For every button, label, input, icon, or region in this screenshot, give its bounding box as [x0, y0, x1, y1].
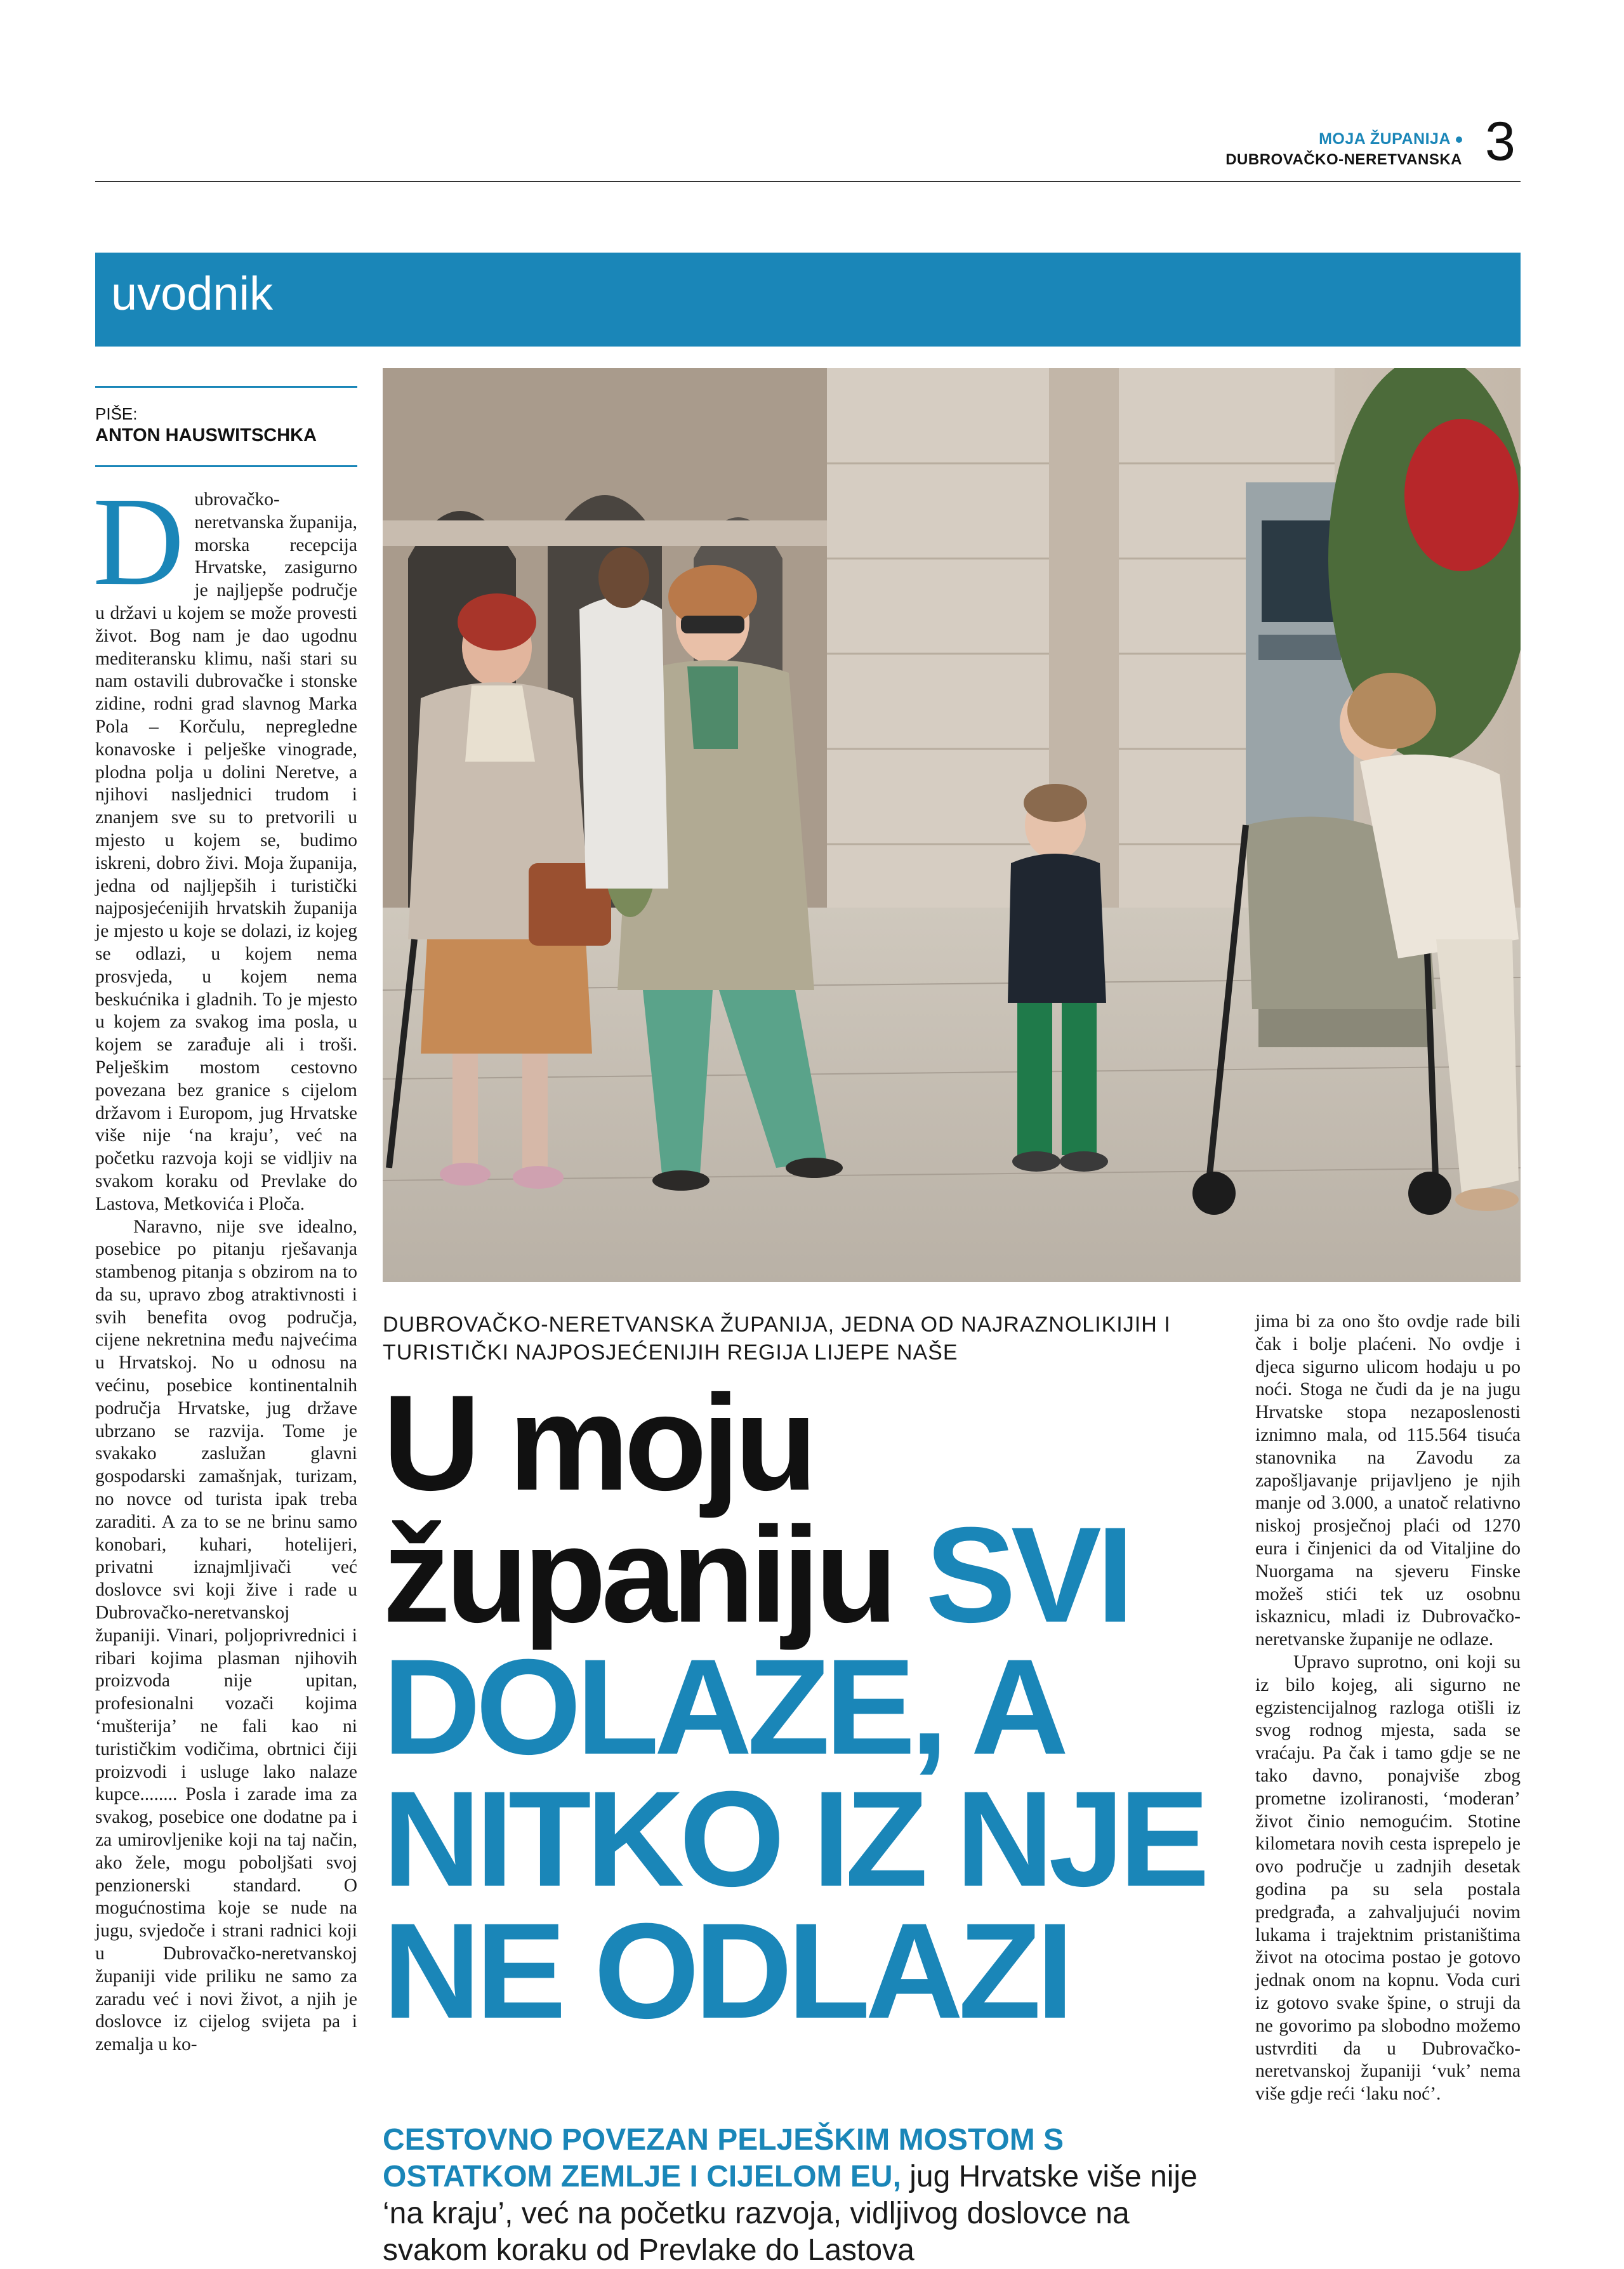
- left-column: [93, 472, 357, 2056]
- deck-lead: CESTOVNO POVEZAN PELJEŠKIM MOSTOM S OSTATKOM ZEMLJE I CIJELOM EU,: [383, 2123, 1064, 2193]
- headline-black: U moju županiju: [383, 1367, 893, 1651]
- deck-text: jug Hrvatske više nije ‘na kraju’, već na početku razvoja, vidljivog doslovce na svakom koraku od Prevlake do Lastova: [383, 2160, 1198, 2267]
- section-name: MOJA ŽUPANIJA: [1319, 130, 1462, 149]
- body-paragraph: jima bi za ono što ovdje rade bili čak i bolje plaćeni. No ovdje i djeca sigurno ulicom hodaju u po noći. Stoga ne čudi da je na jugu Hrvatske stopa nezaposlenosti iznimno mala, od 115.564 tisuća stanovnika na Zavodu za zapošljavanje prijavljeno je njih manje od 3.000, a unatoč relativno niskoj prosječnoj plaći od 1270 eura i činjenici da od Vitaljine do Nuorgama na sjeveru Finske možeš stići tek uz osobnu iskaznicu, mladi iz Dubrovačko-neretvanske županije ne odlaze.: [1255, 1311, 1521, 1650]
- author-name: ANTON HAUSWITSCHKA: [95, 425, 317, 446]
- bullet-dot-icon: [1456, 136, 1462, 143]
- subsection-name: DUBROVAČKO-NERETVANSKA: [1225, 151, 1462, 168]
- header-divider: [95, 181, 1521, 182]
- headline: [383, 1367, 1236, 2047]
- section-band-label: uvodnik: [111, 267, 274, 320]
- headline-blue: SVI DOLAZE, A NITKO IZ NJE NE ODLAZI: [383, 1499, 1205, 2047]
- author-rule-top: [95, 386, 357, 388]
- body-paragraph: Upravo suprotno, oni koji su iz bilo kojeg, ali sigurno ne egzistencijalnog razloga otišli iz svog rodnog mjesta, sada se vraćaju. Pa čak i tamo gdje se ne tako davno, ponajviše zbog prometne izoliranosti, ‘moderan’ život činio nemogućim. Stotine kilometara novih cesta isprepelo je ovo područje u zadnjih desetak godina pa su sela postala predgrađa, a zahvaljujući novim lukama i trajektnim pristaništima život na otocima postao je gotovo jednak onom na kopnu. Voda curi iz gotovo svake špine, o struji da ne govorimo pa slobodno možemo ustvrditi da u Dubrovačko-neretvanskoj županiji ‘vuk’ nema više gdje reći ‘laku noć’.: [1255, 1651, 1521, 2105]
- author-rule-bottom: [95, 465, 357, 467]
- author-label: PIŠE:: [95, 404, 138, 423]
- section-band: [95, 253, 1521, 347]
- page-number: 3: [1485, 111, 1515, 172]
- street-photo: [383, 368, 1521, 1282]
- right-column: [1255, 1311, 1521, 2106]
- deck: [383, 2122, 1236, 2269]
- street-photo-image: [383, 368, 1521, 1282]
- body-paragraph: ubrovačko-neretvanska županija, morska recepcija Hrvatske, zasigurno je najljepše područje u državi u kojem se može provesti život. Bog nam je dao ugodnu mediteransku klimu, naši stari su nam ostavili dubrovačke i stonske zidine, rodni grad slavnog Marka Pola – Korčulu, nepregledne konavoske i pelješke vinograde, plodna polja u dolini Neretve, a njihovi nasljednici trudom i znanjem sve su to pretvorili u mjesto u kojem se, budimo iskreni, dobro živi. Moja županija, jedna od najljepših i turistički najposjećenijih hrvatskih županija je mjesto u koje se dolazi, iz kojeg se odlazi, u kojem nema prosvjeda, u kojem nema beskućnika i gladnih. To je mjesto u kojem za svakog ima posla, u kojem se zarađuje ali i troši. Pelješkim mostom cestovno povezana bez granice s cijelom državom i Europom, jug Hrvatske više nije ‘na kraju’, već na početku razvoja koji se vidljiv na svakom koraku od Prevlake do Lastova, Metkovića i Ploča.: [95, 489, 357, 1214]
- drop-cap: D: [93, 472, 185, 612]
- kicker: DUBROVAČKO-NERETVANSKA ŽUPANIJA, JEDNA OD NAJRAZNOLIKIJIH I TURISTIČKI NAJPOSJEĆENIJIH REGIJA LIJEPE NAŠE: [383, 1313, 1171, 1365]
- body-paragraph: Naravno, nije sve idealno, posebice po pitanju rješavanja stambenog pitanja s obzirom na to da su, upravo zbog atraktivnosti i svih benefita ovog područja, cijene nekretnina među najvećima u Hrvatskoj. No u odnosu na većinu, posebice kontinentalnih područja Hrvatske, jug države ubrzano se razvija. Tome je svakako zaslužan glavni gospodarski zamašnjak, turizam, no novce od turista ipak treba zaraditi. A za to se ne brinu samo konobari, kuhari, hotelijeri, privatni iznajmljivači već doslovce svi koji žive i rade u Dubrovačko-neretvanskoj županiji. Vinari, poljoprivrednici i ribari kojima plasman njihovih proizvoda nije upitan, profesionalni vozači kojima ‘mušterija’ ne fali kao ni turističkim vodičima, obrtnici čiji proizvodi i usluge lako nalaze kupce........ Posla i zarade ima za svakog, posebice one dodatne pa i za umirovljenike koji na taj način, ako žele, mogu poboljšati svoj penzionerski standard. O mogućnostima koje se nude na jugu, svjedoče i strani radnici koji u Dubrovačko-neretvanskoj županiji vide priliku ne samo za zaradu već i novi život, a njih je doslovce iz cijelog svijeta pa i zemalja u ko-: [95, 1216, 357, 2055]
